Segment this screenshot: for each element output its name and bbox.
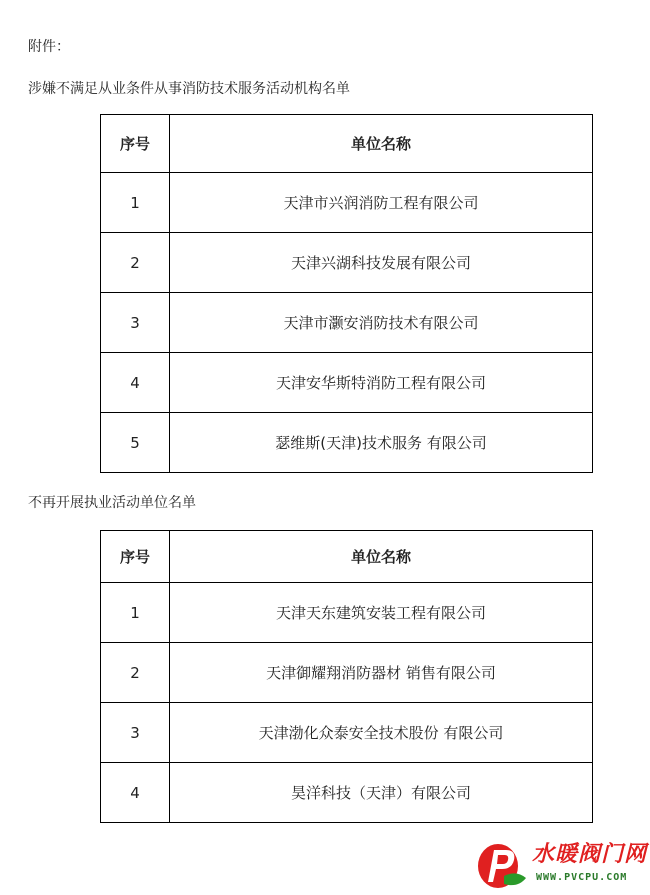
header-name: 单位名称 <box>170 531 593 583</box>
header-no: 序号 <box>101 531 170 583</box>
table-row <box>101 173 593 233</box>
cell-no: 2 <box>101 233 170 293</box>
cell-name: 昊洋科技（天津）有限公司 <box>170 763 593 823</box>
table-unqualified-agencies <box>100 114 593 473</box>
brand-logo-icon <box>474 836 528 892</box>
cell-no: 1 <box>101 583 170 643</box>
cell-name: 天津市兴润消防工程有限公司 <box>170 173 593 233</box>
table-row <box>101 233 593 293</box>
table-row <box>101 583 593 643</box>
site-watermark <box>474 836 650 892</box>
table-row <box>101 643 593 703</box>
section-title-1: 涉嫌不满足从业条件从事消防技术服务活动机构名单 <box>28 81 350 97</box>
cell-no: 5 <box>101 413 170 473</box>
attachment-label: 附件： <box>28 39 70 55</box>
table-row <box>101 293 593 353</box>
cell-name: 天津安华斯特消防工程有限公司 <box>170 353 593 413</box>
cell-no: 4 <box>101 763 170 823</box>
cell-no: 1 <box>101 173 170 233</box>
cell-no: 3 <box>101 703 170 763</box>
cell-no: 3 <box>101 293 170 353</box>
table-row <box>101 413 593 473</box>
table-inactive-units <box>100 530 593 823</box>
watermark-brand: 水暖阀门网 <box>532 842 648 867</box>
cell-name: 天津天东建筑安装工程有限公司 <box>170 583 593 643</box>
table-row <box>101 703 593 763</box>
watermark-url: WWW.PVCPU.COM <box>536 872 628 883</box>
section-title-2: 不再开展执业活动单位名单 <box>28 495 196 511</box>
header-name: 单位名称 <box>170 115 593 173</box>
table-header-row <box>101 115 593 173</box>
cell-name: 天津市灏安消防技术有限公司 <box>170 293 593 353</box>
cell-no: 4 <box>101 353 170 413</box>
cell-name: 瑟维斯(天津)技术服务 有限公司 <box>170 413 593 473</box>
header-no: 序号 <box>101 115 170 173</box>
table-row <box>101 353 593 413</box>
cell-name: 天津渤化众泰安全技术股份 有限公司 <box>170 703 593 763</box>
table-row <box>101 763 593 823</box>
table-header-row <box>101 531 593 583</box>
cell-name: 天津御耀翔消防器材 销售有限公司 <box>170 643 593 703</box>
cell-name: 天津兴湖科技发展有限公司 <box>170 233 593 293</box>
cell-no: 2 <box>101 643 170 703</box>
